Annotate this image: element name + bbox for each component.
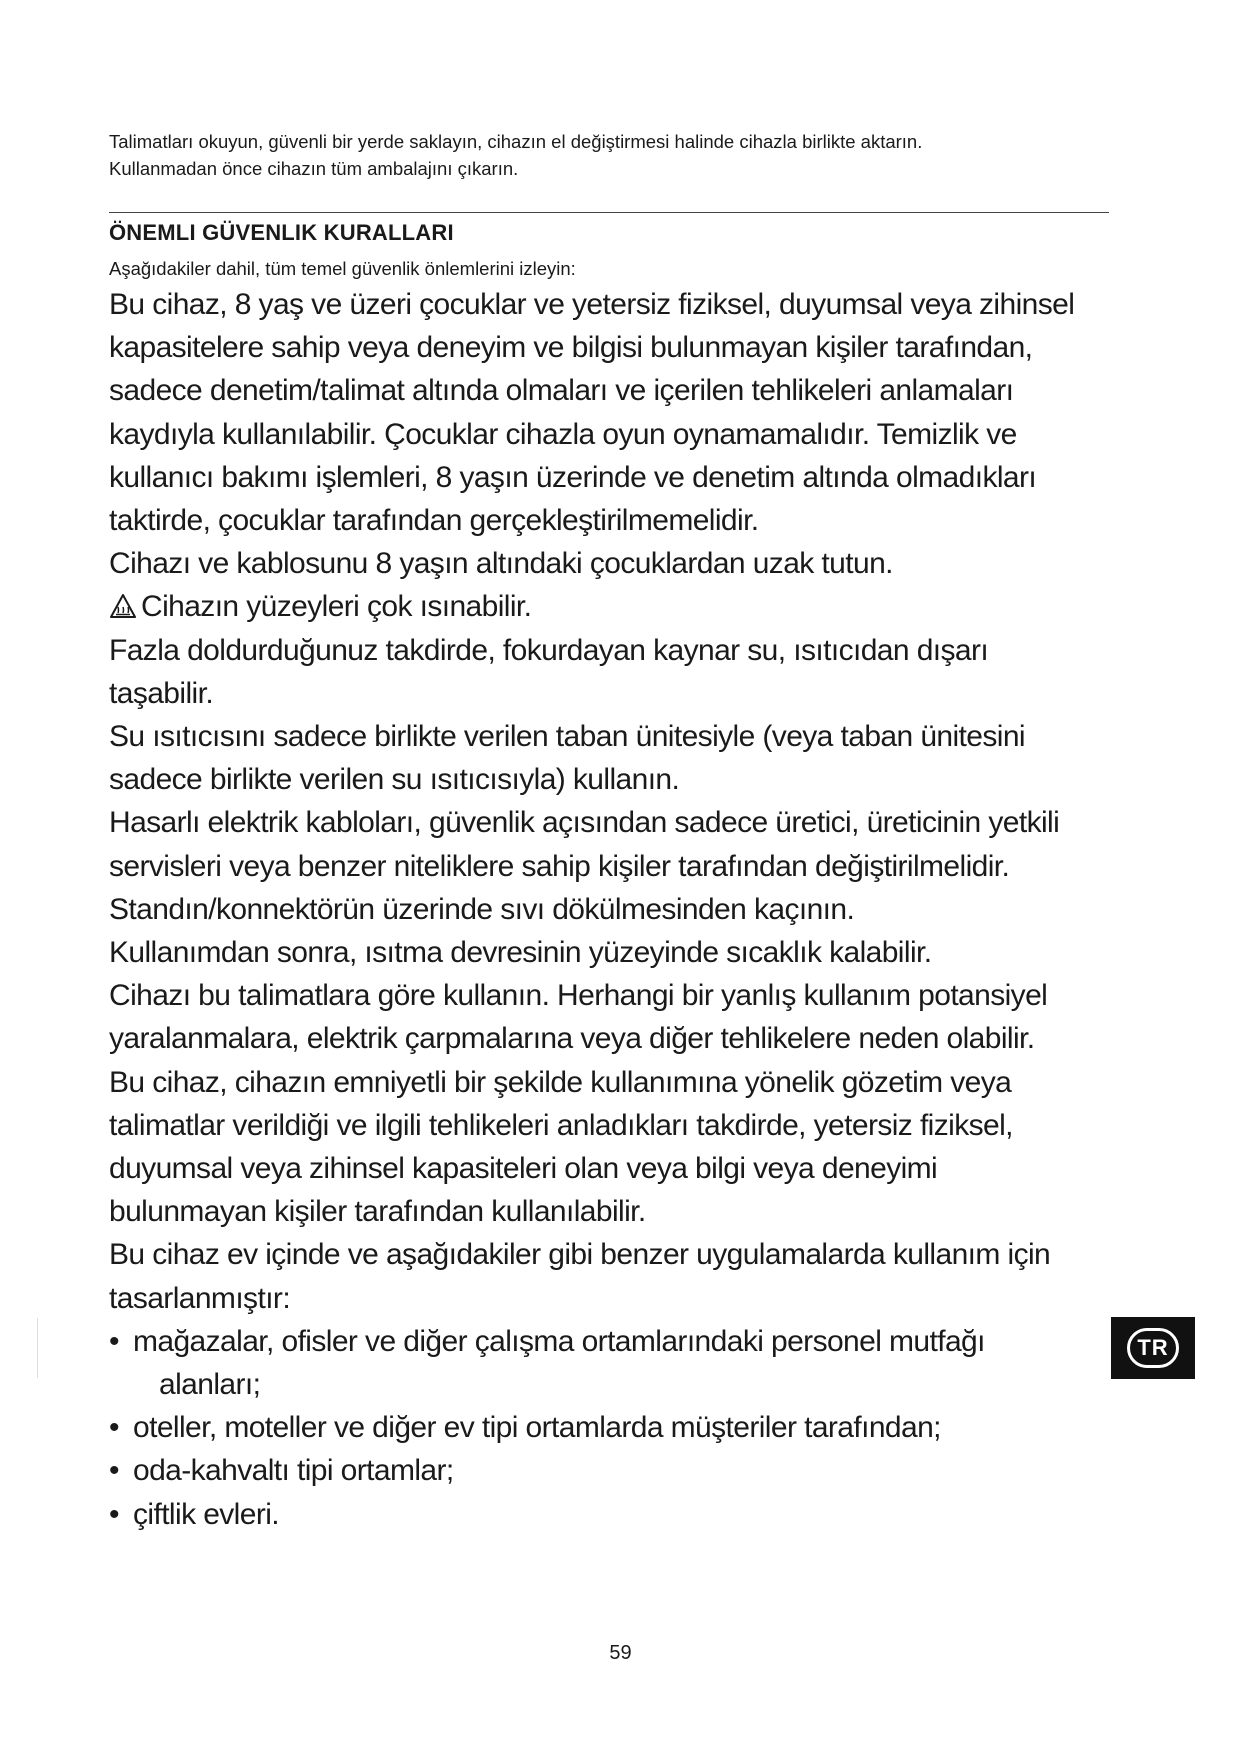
bullet-marker: •	[109, 1324, 119, 1358]
list-item-text: mağazalar, ofisler ve diğer çalışma ortamlarındaki personel mutfağı	[133, 1324, 985, 1358]
body-line: duyumsal veya zihinsel kapasiteleri olan veya bilgi veya deneyimi	[109, 1152, 938, 1186]
section-subtitle: Aşağıdakiler dahil, tüm temel güvenlik önlemlerini izleyin:	[109, 258, 576, 279]
body-line: Cihazı bu talimatlara göre kullanın. Herhangi bir yanlış kullanım potansiyel	[109, 979, 1048, 1013]
body-line: Bu cihaz, cihazın emniyetli bir şekilde kullanımına yönelik gözetim veya	[109, 1065, 1012, 1099]
intro-line-2: Kullanmadan önce cihazın tüm ambalajını çıkarın.	[109, 158, 519, 179]
body-line: yaralanmalara, elektrik çarpmalarına veya diğer tehlikelere neden olabilir.	[109, 1022, 1035, 1056]
bullet-marker: •	[109, 1497, 119, 1531]
body-line: talimatlar verildiği ve ilgili tehlikeleri anladıkları takdirde, yetersiz fiziksel,	[109, 1108, 1013, 1142]
margin-crop-mark	[37, 1318, 38, 1378]
body-line: sadece birlikte verilen su ısıtıcısıyla) kullanın.	[109, 763, 680, 797]
page-number: 59	[609, 1642, 632, 1664]
language-badge	[1111, 1317, 1195, 1379]
safety-instructions	[109, 283, 1129, 1536]
body-line: taşabilir.	[109, 676, 214, 710]
body-line: tasarlanmıştır:	[109, 1281, 291, 1315]
body-line: servisleri veya benzer niteliklere sahip kişiler tarafından değiştirilmelidir.	[109, 849, 1010, 883]
body-line: sadece denetim/talimat altında olmaları ve içerilen tehlikeleri anlamaları	[109, 374, 1014, 408]
list-item-text: oteller, moteller ve diğer ev tipi ortamlarda müşteriler tarafından;	[133, 1411, 941, 1445]
list-item	[109, 1493, 1129, 1536]
hot-surface-warning-icon	[109, 593, 137, 619]
warning-text: Cihazın yüzeyleri çok ısınabilir.	[141, 590, 532, 624]
warning-line	[109, 585, 1129, 628]
section-divider	[109, 212, 1109, 213]
body-line: Standın/konnektörün üzerinde sıvı dökülmesinden kaçının.	[109, 892, 855, 926]
body-line: Hasarlı elektrik kabloları, güvenlik açısından sadece üretici, üreticinin yetkili	[109, 806, 1060, 840]
list-item-text: oda-kahvaltı tipi ortamlar;	[133, 1454, 454, 1488]
list-item-continuation: alanları;	[159, 1368, 261, 1402]
body-line: Bu cihaz, 8 yaş ve üzeri çocuklar ve yetersiz fiziksel, duyumsal veya zihinsel	[109, 288, 1075, 321]
list-item	[109, 1406, 1129, 1449]
bullet-marker: •	[109, 1411, 119, 1445]
list-item	[109, 1449, 1129, 1492]
language-badge-ring	[1127, 1328, 1179, 1368]
body-line: taktirde, çocuklar tarafından gerçekleştirilmemelidir.	[109, 504, 759, 538]
intro-line-1: Talimatları okuyun, güvenli bir yerde saklayın, cihazın el değiştirmesi halinde cihazla birlikte aktarın.	[109, 131, 923, 152]
body-line: Cihazı ve kablosunu 8 yaşın altındaki çocuklardan uzak tutun.	[109, 547, 893, 581]
list-item-text: çiftlik evleri.	[133, 1497, 280, 1531]
body-line: kaydıyla kullanılabilir. Çocuklar cihazla oyun oynamamalıdır. Temizlik ve	[109, 417, 1017, 451]
list-item	[109, 1320, 1129, 1363]
body-line: kapasitelere sahip veya deneyim ve bilgisi bulunmayan kişiler tarafından,	[109, 331, 1033, 365]
body-line: kullanıcı bakımı işlemleri, 8 yaşın üzerinde ve denetim altında olmadıkları	[109, 460, 1037, 494]
body-line: bulunmayan kişiler tarafından kullanılabilir.	[109, 1195, 646, 1229]
section-title: ÖNEMLI GÜVENLIK KURALLARI	[109, 220, 454, 245]
body-line: Bu cihaz ev içinde ve aşağıdakiler gibi benzer uygulamalarda kullanım için	[109, 1238, 1051, 1272]
language-code: TR	[1137, 1335, 1169, 1360]
intro-text	[109, 128, 1119, 182]
bullet-marker: •	[109, 1454, 119, 1488]
body-line: Kullanımdan sonra, ısıtma devresinin yüzeyinde sıcaklık kalabilir.	[109, 936, 932, 970]
body-line: Su ısıtıcısını sadece birlikte verilen taban ünitesiyle (veya taban ünitesini	[109, 720, 1025, 754]
body-line: Fazla doldurduğunuz takdirde, fokurdayan kaynar su, ısıtıcıdan dışarı	[109, 633, 989, 667]
